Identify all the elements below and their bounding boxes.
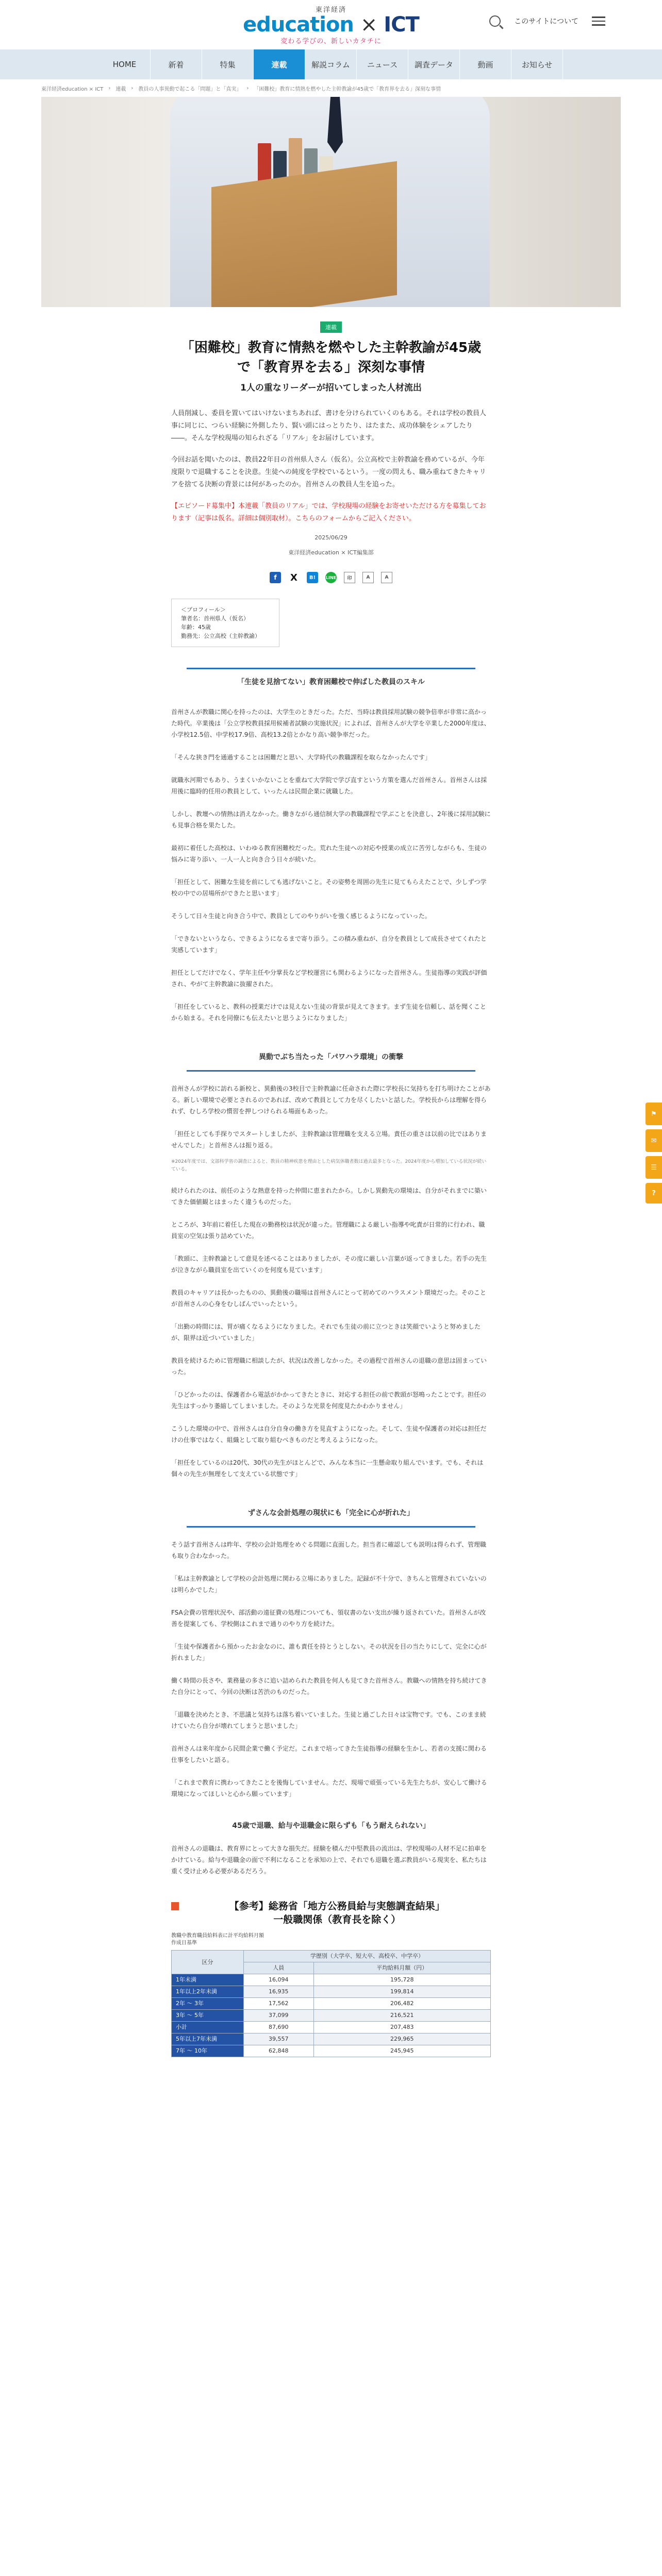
table-header-group: 学歴別（大学卒、短大卒、高校卒、中学卒）	[244, 1951, 491, 1962]
body-paragraph: 「できないというなら、できるようになるまで寄り添う。この積み重ねが、自分を教員として成長させてくれたと実感しています」	[171, 935, 487, 954]
hero-cardboard-box	[211, 161, 397, 307]
logo-tagline: 変わる学びの、新しいカタチに	[280, 38, 382, 45]
breadcrumb-sep-icon: ›	[131, 85, 134, 91]
hamburger-menu-icon[interactable]	[592, 16, 605, 26]
row-category: 1年未満	[172, 1974, 244, 1986]
table-row	[172, 1974, 491, 1986]
logo-ict: ICT	[384, 13, 419, 37]
body-paragraph: 首州さんの退職は、教育界にとって大きな損失だ。経験を積んだ中堅教員の流出は、学校現場の人材不足に拍車をかけている。給与や退職金の面で不利になることを承知の上で、それでも退職を選ぶ教員がいる現実を、私たちは重く受け止める必要があるだろう。	[171, 1845, 487, 1875]
nav-home[interactable]: HOME	[99, 49, 151, 79]
body-paragraph: FSA会費の管理状況や、部活動の遠征費の処理についても、領収書のない支出が繰り返されていた。首州さんが改善を提案しても、学校側はこれまで通りのやり方を続けた。	[171, 1609, 486, 1628]
nav-survey[interactable]: 調査データ	[408, 49, 460, 79]
profile-work: 勤務先：公立高校（主幹教諭）	[181, 633, 260, 639]
main-nav	[0, 49, 662, 79]
table-row	[172, 2010, 491, 2022]
x-icon[interactable]: X	[290, 572, 297, 583]
nav-video[interactable]: 動画	[460, 49, 511, 79]
hatena-bookmark-icon[interactable]: B!	[307, 572, 318, 583]
orange-square-icon	[171, 1902, 179, 1910]
row-category: 2年 ～ 3年	[172, 1998, 244, 2010]
body-paragraph: 「退職を決めたとき、不思議と気持ちは落ち着いていました。生徒と過ごした日々は宝物です。でも、このまま続けていたら自分が壊れてしまうと思いました」	[171, 1711, 486, 1730]
row-category: 3年 ～ 5年	[172, 2010, 244, 2022]
nav-info[interactable]: お知らせ	[511, 49, 563, 79]
table-caption	[171, 1933, 491, 1947]
body-paragraph: 教員を続けるために管理職に相談したが、状況は改善しなかった。その過程で首州さんの退職の意思は固まっていった。	[171, 1357, 487, 1376]
body-paragraph: そうして日々生徒と向き合う中で、教員としてのやりがいを強く感じるようになっていった。	[171, 912, 431, 920]
table-header-count: 人員	[244, 1962, 314, 1974]
row-salary: 245,945	[313, 2045, 490, 2057]
body-paragraph: 「これまで教育に携わってきたことを後悔していません。ただ、現場で頑張っている先生たちが、安心して働ける環境になってほしいと心から願っています」	[171, 1779, 487, 1798]
body-paragraph: 続けられたのは、前任のような熱意を持った仲間に恵まれたから。しかし異動先の環境は、自分がそれまでに築いてきた価値観とはまったく違うものだった。	[171, 1187, 487, 1206]
body-paragraph: 「私は主幹教諭として学校の会計処理に関わる立場にありました。記録が不十分で、きちんと管理されていないのは明らかでした」	[171, 1575, 487, 1594]
body-paragraph: 「担任としても手探りでスタートしましたが、主幹教諭は管理職を支える立場。責任の重さは以前の比ではありませんでした」と首州さんは振り返る。	[171, 1130, 487, 1149]
row-salary: 199,814	[313, 1986, 490, 1998]
article-title-line2: で「教育界を去る」深刻な事情	[237, 360, 425, 375]
table-title-text	[183, 1900, 491, 1926]
row-category: 1年以上2年未満	[172, 1986, 244, 1998]
row-count: 87,690	[244, 2022, 314, 2033]
body-paragraph: 「担任をしているのは20代、30代の先生がほとんどで、みんな本当に一生懸命取り組んでいます。でも、それは個々の先生が無理をして支えている状態です」	[171, 1459, 484, 1478]
table-row	[172, 2022, 491, 2033]
body-note: ※2024年度では、文部科学省の調査によると、教員の精神疾患を理由とした病気休職者数は過去最多となった。2024年度から増加している状況が続いている。	[171, 1159, 487, 1172]
article-title-line1: 「困難校」教育に情熱を燃やした主幹教諭が45歳	[180, 340, 482, 355]
body-paragraph: 首州さんが教職に関心を持ったのは、大学生のときだった。ただ、当時は教員採用試験の競争倍率が非常に高かった時代。卒業後は「公立学校教員採用候補者試験の実施状況」によれば、首州さんが大学を卒業した2000年度は、小学校12.5倍、中学校17.9倍、高校13.2倍とかなり高い競争率だった。	[171, 708, 490, 738]
section-heading: ずさんな会計処理の現状にも「完全に心が折れた」	[187, 1500, 475, 1528]
help-icon[interactable]: ?	[646, 1183, 662, 1204]
row-salary: 195,728	[313, 1974, 490, 1986]
list-icon[interactable]: ☰	[646, 1156, 662, 1179]
row-count: 37,099	[244, 2010, 314, 2022]
body-paragraph: こうした環境の中で、首州さんは自分自身の働き方を見直すようになった。そして、生徒や保護者の対応は担任だけの仕事ではなく、組織として取り組むべきものだと考えるようになった。	[171, 1425, 487, 1444]
article-lead	[171, 408, 491, 491]
row-category: 7年 ～ 10年	[172, 2045, 244, 2057]
breadcrumb	[0, 79, 662, 97]
body-paragraph: 「そんな狭き門を通過することは困難だと思い、大学時代の教職課程を取らなかったんです」	[171, 754, 432, 761]
search-icon[interactable]	[489, 15, 501, 27]
body-paragraph: 「教頭に、主幹教諭として意見を述べることはありましたが、その度に厳しい言葉が返ってきました。若手の先生が泣きながら職員室を出ていくのを何度も見ています」	[171, 1255, 487, 1274]
body-paragraph: 「担任をしていると、教科の授業だけでは見えない生徒の背景が見えてきます。まず生徒を信頼し、話を聞くことから始まる。それを同僚にも伝えたいと思うようになりました」	[171, 1003, 487, 1022]
nav-column[interactable]: 解説コラム	[305, 49, 357, 79]
table-title	[171, 1900, 491, 1926]
bookmark-icon[interactable]: ⚑	[646, 1103, 662, 1125]
row-salary: 206,482	[313, 1998, 490, 2010]
facebook-icon[interactable]: f	[270, 572, 281, 583]
profile-name: 筆者名：首州県人（仮名）	[181, 615, 249, 622]
print-icon[interactable]: 印	[344, 572, 355, 583]
table-row	[172, 1998, 491, 2010]
nav-new[interactable]: 新着	[151, 49, 202, 79]
table-title-line2: 一般職関係（教育長を除く）	[273, 1914, 401, 1925]
publish-date: 2025/06/29	[315, 534, 347, 541]
nav-feature[interactable]: 特集	[202, 49, 254, 79]
body-paragraph: 「生徒や保護者から預かったお金なのに、誰も責任を持とうとしない。その状況を目の当たりにして、完全に心が折れました」	[171, 1643, 487, 1662]
profile-header: ＜プロフィール＞	[181, 606, 226, 613]
body-paragraph: そう話す首州さんは昨年、学校の会計処理をめぐる問題に直面した。担当者に確認しても説明は得られず、管理職も取り合わなかった。	[171, 1541, 487, 1560]
row-salary: 216,521	[313, 2010, 490, 2022]
font-large-icon[interactable]: A	[381, 572, 392, 583]
section-heading: 異動でぶち当たった「パワハラ環境」の衝撃	[187, 1044, 475, 1072]
breadcrumb-series[interactable]: 連載	[115, 86, 126, 92]
body-paragraph: 首州さんが学校に訪れる新校と、異動後の3校目で主幹教諭に任命された際に学校長に気持ちを打ち明けたことがある。新しい環境で必要とされるのであれば、改めて教員として力を尽くしたいと話した。学校長からは理解を得られず、むしろ学校の慣習を押しつけられる場面もあった。	[171, 1085, 491, 1115]
category-badge[interactable]: 連載	[320, 321, 342, 333]
about-link[interactable]: このサイトについて	[514, 18, 578, 26]
table-caption-line2: 作成日基準	[171, 1940, 197, 1946]
row-category: 小計	[172, 2022, 244, 2033]
body-paragraph: 働く時間の長さや、業務量の多さに追い詰められた教員を何人も見てきた首州さん。教職への情熱を持ち続けてきた自分にとって、今回の決断は苦渋のものだった。	[171, 1677, 487, 1696]
row-salary: 229,965	[313, 2033, 490, 2045]
hero-image	[41, 97, 621, 307]
table-row	[172, 2033, 491, 2045]
body-paragraph: 教員のキャリアは長かったものの、異動後の職場は首州さんにとって初めてのハラスメント環境だった。そのことが首州さんの心身をむしばんでいったという。	[171, 1289, 486, 1308]
body-paragraph: 首州さんは来年度から民間企業で働く予定だ。これまで培ってきた生徒指導の経験を生かし、若者の支援に関わる仕事をしたいと語る。	[171, 1745, 487, 1764]
breadcrumb-sep-icon: ›	[108, 85, 111, 91]
site-header	[0, 0, 662, 49]
article-body	[171, 599, 491, 2057]
row-count: 39,557	[244, 2033, 314, 2045]
author[interactable]: 東洋経済education × ICT編集部	[288, 549, 374, 556]
lead-paragraph: 人員削減し、委員を置いてはいけないまちあれば、書けを分けられていくのもある。それは学校の教員人事に同じに、つらい経験に外側したり、賢い頭にはっとりたり、はたまた、成功体験をシェアしたり――。そんな学校現場の知られざる「リアル」をお届けしています。	[171, 410, 487, 442]
logo-publisher: 東洋経済	[315, 6, 346, 14]
section-heading: 「生徒を見捨てない」教育困難校で伸ばした教員のスキル	[187, 668, 475, 695]
floating-side-buttons	[646, 1103, 662, 1204]
body-paragraph: 就職氷河期でもあり、うまくいかないことを重ねて大学院で学び直すという方策を選んだ首州さん。首州さんは採用後に臨時的任用の教員として、いったんは民間企業に就職した。	[171, 776, 487, 795]
table-row	[172, 1986, 491, 1998]
logo-x: ×	[360, 13, 377, 37]
table-row	[172, 2045, 491, 2057]
header-actions	[489, 15, 605, 27]
mail-icon[interactable]: ✉	[646, 1129, 662, 1152]
lead-paragraph: 今回お話を聞いたのは、教員22年目の首州県人さん（仮名）。公立高校で主幹教諭を務めているが、今年度限りで退職することを決意。生徒への純度を学校でいるという。一度の問えも、職み重ねてきたキャリアを捨てる決断の背景には何があったのか。首州さんの教員人生を追った。	[171, 456, 486, 488]
profile-age: 年齢：45歳	[181, 624, 211, 631]
row-count: 17,562	[244, 1998, 314, 2010]
body-paragraph: 「担任として、困難な生徒を前にしても逃げないこと。その姿勢を周囲の先生に見てもらえたことで、少しずつ学校の中での居場所ができたと思います」	[171, 878, 487, 897]
share-bar	[171, 572, 491, 583]
line-icon[interactable]: LINE	[325, 572, 337, 583]
breadcrumb-home[interactable]: 東洋経済education × ICT	[41, 86, 104, 92]
body-paragraph: 最初に着任した高校は、いわゆる教育困難校だった。荒れた生徒への対応や授業の成立に苦労しながらも、生徒の悩みに寄り添い、一人一人と向き合う日々が続いた。	[171, 844, 487, 863]
table-title-line1: 【参考】総務省「地方公務員給与実態調査結果」	[229, 1901, 445, 1912]
body-paragraph: 「ひどかったのは、保護者から電話がかかってきたときに、対応する担任の前で教頭が怒鳴ったことです。担任の先生はすっかり萎縮してしまいました。そのような光景を何度見たかわかりません」	[171, 1391, 487, 1410]
logo-brand	[243, 14, 419, 36]
article-header	[171, 321, 491, 583]
breadcrumb-sep-icon: ›	[246, 85, 249, 91]
table-header-salary: 平均給料月額（円）	[313, 1962, 490, 1974]
row-count: 16,935	[244, 1986, 314, 1998]
row-category: 5年以上7年未満	[172, 2033, 244, 2045]
nav-series[interactable]: 連載	[254, 49, 305, 79]
body-paragraph: しかし、教壇への情熱は消えなかった。働きながら通信制大学の教職課程で学ぶことを決意し、2年後に採用試験にも見事合格を果たした。	[171, 810, 491, 829]
salary-table	[171, 1950, 491, 2057]
section-heading: 45歳で退職、給与や退職金に限らずも「もう耐えられない」	[232, 1822, 430, 1830]
site-logo[interactable]	[243, 4, 419, 45]
breadcrumb-series-name[interactable]: 教員の人事異動で起こる「問題」と「真実」	[138, 86, 242, 92]
breadcrumb-current: 「困難校」教育に情熱を燃やした主幹教諭が45歳で「教育界を去る」深刻な事情	[254, 86, 441, 92]
body-paragraph: 担任としてだけでなく、学年主任や分掌長など学校運営にも関わるようになった首州さん。生徒指導の実践が評価され、やがて主幹教諭に抜擢された。	[171, 969, 487, 988]
row-count: 62,848	[244, 2045, 314, 2057]
body-paragraph: ところが、3年前に着任した現在の勤務校は状況が違った。管理職による厳しい指導や叱責が日常的に行われ、職員室の空気は張り詰めていた。	[171, 1221, 485, 1240]
article-title	[171, 338, 491, 377]
profile-box	[171, 599, 279, 647]
row-salary: 207,483	[313, 2022, 490, 2033]
article-subtitle: 1人の重なリーダーが招いてしまった人材流出	[240, 383, 422, 393]
table-caption-line1: 教職中教育職員給料表に計平均給料月額	[171, 1933, 264, 1939]
font-small-icon[interactable]: A	[362, 572, 374, 583]
row-count: 16,094	[244, 1974, 314, 1986]
table-header-category: 区分	[172, 1951, 244, 1974]
episode-notice[interactable]: 【エピソード募集中】本連載「教員のリアル」では、学校現場の経験をお寄せいただける方を募集しております（記事は仮名。詳細は個別取材）。こちらのフォームからご記入ください。	[171, 502, 486, 522]
nav-news[interactable]: ニュース	[357, 49, 408, 79]
logo-education: education	[243, 13, 354, 37]
body-paragraph: 「出勤の時間には、胃が痛くなるようになりました。それでも生徒の前に立つときは笑顔でいようと努めましたが、限界は近づいていました」	[171, 1323, 481, 1342]
